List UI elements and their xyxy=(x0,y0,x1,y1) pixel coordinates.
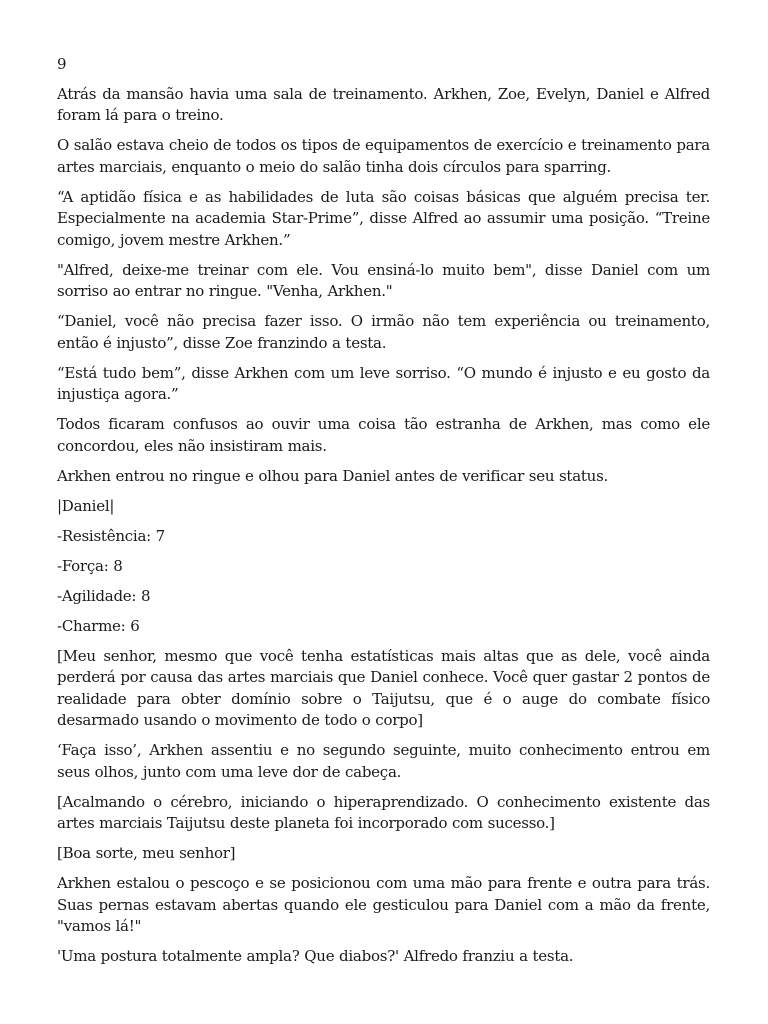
paragraph-system-offer: [Meu senhor, mesmo que você tenha estatísticas mais altas que as dele, você ainda perderá por causa das artes marciais que Daniel conhece. Você quer gastar 2 pontos de realidade para obter domínio sobre o Taijutsu, que é o auge do combate físico desarmado usando o movimento de todo o corpo] xyxy=(57,646,710,729)
stat-agility: -Agilidade: 8 xyxy=(57,586,151,605)
document-page xyxy=(57,54,710,976)
paragraph-confusion: Todos ficaram confusos ao ouvir uma coisa tão estranha de Arkhen, mas como ele concordou, eles não insistiram mais. xyxy=(57,415,710,455)
paragraph-alfredo-frown: 'Uma postura totalmente ampla? Que diabos?' Alfredo franziu a testa. xyxy=(57,947,574,965)
paragraph-system-learning: [Acalmando o cérebro, iniciando o hiperaprendizado. O conhecimento existente das artes marciais Taijutsu deste planeta foi incorporado com sucesso.] xyxy=(57,792,710,832)
stat-strength: -Força: 8 xyxy=(57,556,123,575)
stat-charm: -Charme: 6 xyxy=(57,616,140,635)
status-header: |Daniel| xyxy=(57,496,115,515)
paragraph-status-check: Arkhen entrou no ringue e olhou para Daniel antes de verificar seu status. xyxy=(57,466,609,485)
paragraph-daniel-speech: "Alfred, deixe-me treinar com ele. Vou ensiná-lo muito bem", disse Daniel com um sorriso ao entrar no ringue. "Venha, Arkhen." xyxy=(57,260,710,300)
paragraph-hall-description: O salão estava cheio de todos os tipos de equipamentos de exercício e treinamento para artes marciais, enquanto o meio do salão tinha dois círculos para sparring. xyxy=(57,136,710,176)
paragraph-good-luck: [Boa sorte, meu senhor] xyxy=(57,844,236,862)
page-number: 9 xyxy=(57,55,67,73)
stat-resistance: -Resistência: 7 xyxy=(57,526,165,545)
paragraph-accept: ‘Faça isso’, Arkhen assentiu e no segundo seguinte, muito conhecimento entrou em seus olhos, junto com uma leve dor de cabeça. xyxy=(57,741,710,781)
paragraph-zoe-speech: “Daniel, você não precisa fazer isso. O irmão não tem experiência ou treinamento, então é injusto”, disse Zoe franzindo a testa. xyxy=(57,312,710,352)
paragraph-stance: Arkhen estalou o pescoço e se posicionou com uma mão para frente e outra para trás. Suas pernas estavam abertas quando ele gesticulou para Daniel com a mão da frente, "vamos lá!" xyxy=(57,874,710,935)
paragraph-alfred-speech: “A aptidão física e as habilidades de luta são coisas básicas que alguém precisa ter. Especialmente na academia Star-Prime”, disse Alfred ao assumir uma posição. “Treine comigo, jovem mestre Arkhen.” xyxy=(57,187,710,249)
paragraph-training-room: Atrás da mansão havia uma sala de treinamento. Arkhen, Zoe, Evelyn, Daniel e Alfred foram lá para o treino. xyxy=(57,84,710,124)
paragraph-arkhen-reply: “Está tudo bem”, disse Arkhen com um leve sorriso. “O mundo é injusto e eu gosto da injustiça agora.” xyxy=(57,363,710,403)
